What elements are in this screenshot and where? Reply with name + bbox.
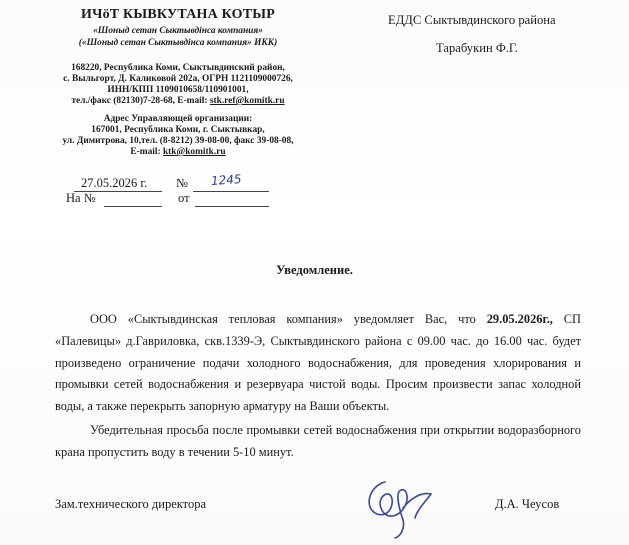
signatory-position: Зам.технического директора: [55, 497, 206, 511]
outgoing-date: 27.05.2026 г.: [81, 176, 148, 190]
request-paragraph: Убедительная просьба после промывки сетей водоснабжения при открытии водоразборного крана пропустить воду в течении 5-10 минут.: [55, 422, 581, 459]
reply-number-underline: [104, 206, 162, 207]
reply-number-label: На №: [66, 191, 96, 205]
mgmt-address-line-2: ул. Димитрова, 10,тел. (8-8212) 39-08-00, факс 39-08-08,: [62, 136, 294, 146]
sender-org-subtitle-short: («Шоныд сетан Сыктывдінса компания» ИКК): [78, 38, 278, 48]
reply-date-underline: [195, 206, 269, 207]
sender-inn-kpp: ИНН/КПП 1109010658/110901001,: [107, 85, 249, 95]
mgmt-email-link[interactable]: ktk@komitk.ru: [162, 147, 226, 157]
reply-date-label: от: [178, 191, 190, 205]
notice-date: 29.05.2026г.,: [486, 312, 553, 326]
sender-address-line-2: с. Выльгорт, Д. Каликовой 202а, ОГРН 1121109000726,: [63, 74, 293, 84]
handwritten-signature: [355, 468, 455, 540]
signatory-name: Д.А. Чеусов: [495, 497, 560, 511]
notice-paragraph: [55, 309, 581, 418]
sender-phone: тел./факс (82130)7-28-68, E-mail:: [71, 96, 210, 106]
signature-scribble: [355, 468, 455, 540]
mgmt-address-line-1: 167001, Республика Коми, г. Сыктывкар,: [91, 125, 265, 135]
notice-text-rest: СП «Палевицы» д.Гавриловка, скв.1339-Э, Сыктывдинского района с 09.00 час. до 16.00 час. будет произведено ограничение подачи холодного водоснабжения, для проведения хлорирования и промывки сетей водоснабжения и резервуара чистой воды. Просим произвести запас холодной воды, а также перекрыть запорную арматуру на Ваши объекты.: [55, 312, 582, 414]
sender-org-name: ИЧӧТ КЫВКУТАНА КОТЫР: [81, 7, 275, 22]
number-underline: [193, 191, 269, 192]
outgoing-number-handwritten: 1245: [210, 171, 242, 189]
sender-contacts: [38, 96, 318, 107]
outgoing-number-label: №: [176, 176, 188, 190]
mgmt-contacts: [38, 147, 318, 158]
letter-body: [55, 309, 581, 464]
document-heading: Уведомление.: [276, 263, 353, 277]
notice-text-start: ООО «Сыктывдинская тепловая компания» уведомляет Вас, что: [90, 312, 487, 326]
sender-email-link[interactable]: stk.ref@komitk.ru: [209, 96, 285, 106]
recipient-person: Тарабукин Ф.Г.: [436, 41, 518, 55]
mgmt-email-prefix: E-mail:: [130, 147, 163, 157]
recipient-org: ЕДДС Сыктывдинского района: [388, 13, 556, 27]
sender-org-subtitle: «Шоныд сетан Сыктывдінса компания»: [93, 26, 263, 36]
sender-address-line-1: 168220, Республика Коми, Сыктывдинский район,: [71, 63, 285, 73]
mgmt-heading: Адрес Управляющей организации:: [103, 114, 253, 124]
